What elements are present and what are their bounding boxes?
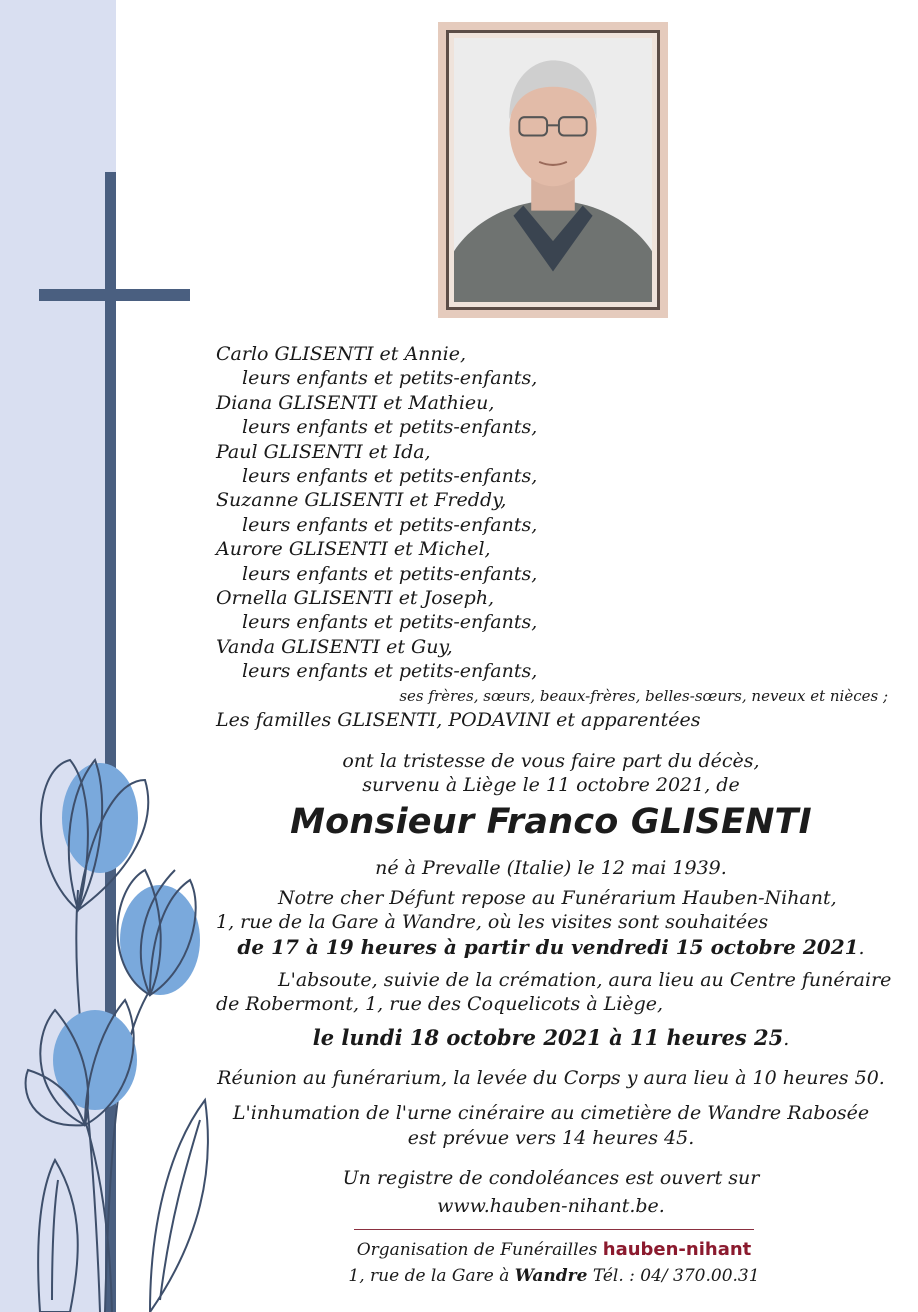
family-desc: leurs enfants et petits-enfants, [242, 513, 538, 536]
visit-hours: de 17 à 19 heures à partir du vendredi 15 octobre 2021 [237, 935, 859, 959]
ceremony-date-end: . [783, 1028, 790, 1050]
announce-line-1: ont la tristesse de vous faire part du décès, [342, 750, 760, 772]
deceased-name: Monsieur Franco GLISENTI [290, 802, 812, 842]
family-name: Suzanne GLISENTI et Freddy, [216, 489, 507, 512]
family-desc: leurs enfants et petits-enfants, [242, 367, 538, 390]
footer-address-prefix: 1, rue de la Gare à [348, 1266, 510, 1286]
registry-line: Un registre de condoléances est ouvert sur [342, 1167, 760, 1189]
portrait-photo [454, 38, 652, 302]
footer-divider [354, 1229, 754, 1230]
family-desc: leurs enfants et petits-enfants, [242, 562, 538, 585]
brand-logo: hauben-nihant [602, 1239, 752, 1260]
cross-horizontal-bar [39, 289, 190, 301]
family-desc: leurs enfants et petits-enfants, [242, 416, 538, 439]
registry-url[interactable]: www.hauben-nihant.be. [437, 1195, 665, 1217]
footer-org-prefix: Organisation de Funérailles [356, 1240, 598, 1260]
visit-hours-row [216, 935, 886, 960]
footer-address [250, 1264, 858, 1288]
visit-line-2: 1, rue de la Gare à Wandre, où les visites sont souhaitées [216, 911, 769, 933]
family-name: Carlo GLISENTI et Annie, [216, 343, 467, 365]
extended-family: ses frères, sœurs, beaux-frères, belles-sœurs, neveux et nièces ; [399, 686, 888, 705]
footer-town: Wandre [514, 1266, 588, 1286]
family-name: Ornella GLISENTI et Joseph, [216, 587, 495, 610]
portrait-frame [438, 22, 668, 318]
visit-line-1: Notre cher Défunt repose au Funérarium Hauben-Nihant, [278, 887, 837, 909]
ceremony-date: le lundi 18 octobre 2021 à 11 heures 25 [312, 1025, 784, 1050]
families-line: Les familles GLISENTI, PODAVINI et apparentées [216, 709, 701, 732]
family-desc: leurs enfants et petits-enfants, [242, 465, 538, 488]
family-list [216, 342, 896, 733]
reunion-line: Réunion au funérarium, la levée du Corps y aura lieu à 10 heures 50. [217, 1067, 885, 1089]
family-name: Aurore GLISENTI et Michel, [216, 538, 491, 561]
ceremony-date-row [216, 1026, 886, 1051]
family-name: Vanda GLISENTI et Guy, [216, 635, 453, 658]
announce-line-2: survenu à Liège le 11 octobre 2021, de [362, 774, 740, 796]
tulip-decoration [0, 740, 230, 1312]
ceremony-line-2: de Robermont, 1, rue des Coquelicots à Liège, [216, 993, 664, 1015]
inhumation-line-2: est prévue vers 14 heures 45. [407, 1127, 695, 1149]
inhumation-line-1: L'inhumation de l'urne cinéraire au cimetière de Wandre Rabosée [232, 1102, 870, 1124]
family-name: Paul GLISENTI et Ida, [216, 440, 431, 463]
footer-phone: Tél. : 04/ 370.00.31 [592, 1266, 760, 1286]
ceremony-line-1: L'absoute, suivie de la crémation, aura lieu au Centre funéraire [278, 969, 892, 991]
family-name: Diana GLISENTI et Mathieu, [216, 391, 495, 414]
birth-line: né à Prevalle (Italie) le 12 mai 1939. [375, 857, 727, 879]
family-desc: leurs enfants et petits-enfants, [242, 611, 538, 634]
footer-org [250, 1238, 858, 1262]
visit-hours-end: . [858, 937, 865, 959]
family-desc: leurs enfants et petits-enfants, [242, 660, 538, 683]
